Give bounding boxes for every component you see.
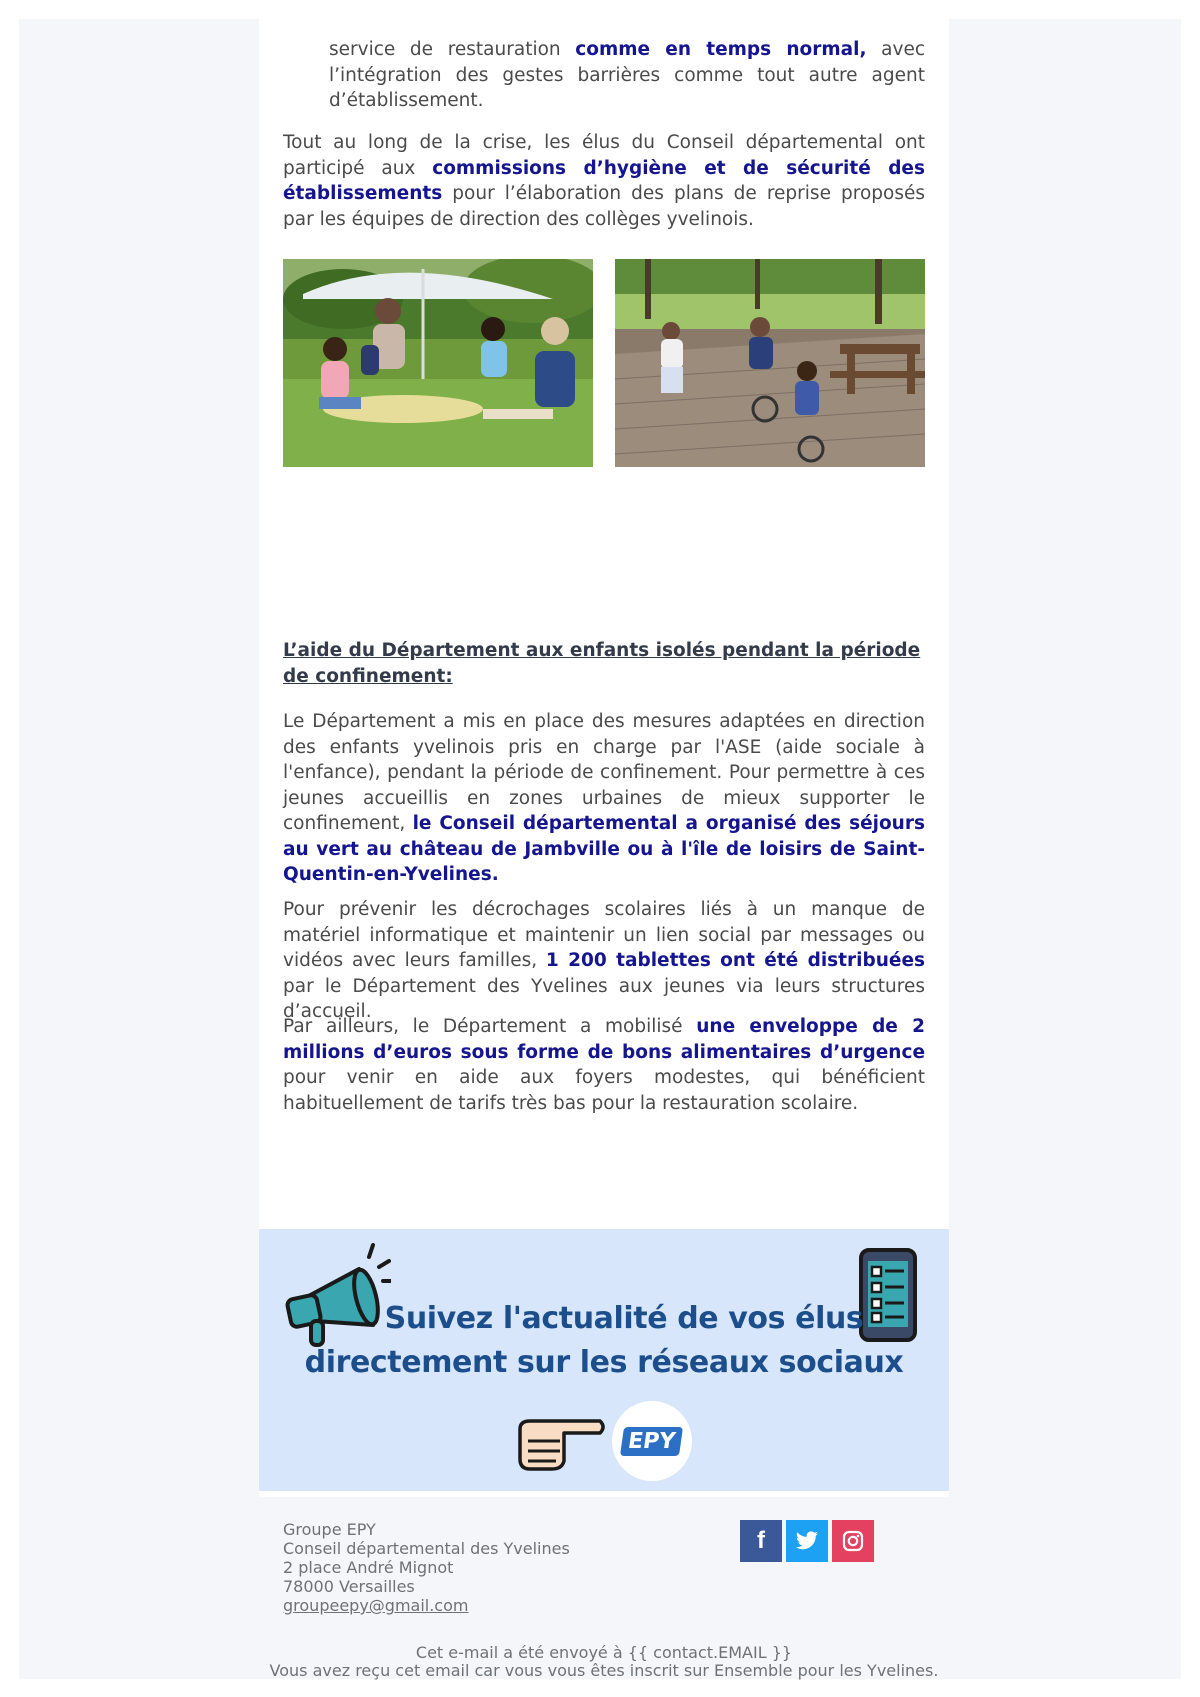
photo-bikes xyxy=(615,259,925,467)
pointing-hand-icon xyxy=(514,1411,606,1471)
instagram-icon[interactable] xyxy=(832,1520,874,1562)
paragraph-food-aid: Par ailleurs, le Département a mobilisé une enveloppe de 2 millions d’euros sous forme de bons alimentaires d’urgence pour venir en aide aux foyers modestes, qui bénéficient habituellement de tarifs très bas pour la restauration scolaire. xyxy=(283,1016,925,1114)
social-banner[interactable] xyxy=(259,1229,949,1491)
epy-logo[interactable] xyxy=(612,1401,692,1481)
facebook-icon[interactable]: f xyxy=(740,1520,782,1562)
bullet-text: service de restauration comme en temps normal, avec l’intégration des gestes barrières comme tout autre agent d’établissement. xyxy=(329,39,926,111)
banner-line-1: Suivez l'actualité de vos élus xyxy=(384,1301,864,1336)
paragraph-tablets-highlight: 1 200 tablettes ont été distribuées xyxy=(545,950,925,971)
paragraph-food-aid-highlight: une enveloppe de 2 millions d’euros sous forme de bons alimentaires d’urgence xyxy=(283,1016,925,1063)
intro-paragraph: Tout au long de la crise, les élus du Conseil départemental ont participé aux commissions d’hygiène et de sécurité des établissements pour l’élaboration des plans de reprise proposés par les équipes de direction des collèges yvelinois. xyxy=(283,132,925,230)
paragraph-tablets: Pour prévenir les décrochages scolaires liés à un manque de matériel informatique et maintenir un lien social par messages ou vidéos avec leurs familles, 1 200 tablettes ont été distribuées par le Département des Yvelines aux jeunes via leurs structures d’accueil. xyxy=(283,899,925,1022)
footer xyxy=(259,1497,949,1679)
paragraph-ase: Le Département a mis en place des mesures adaptées en direction des enfants yvelinois pris en charge par l'ASE (aide sociale à l'enfance), pendant la période de confinement. Pour permettre à ces jeunes accueillis en zones urbaines de mieux supporter le confinement, le Conseil départemental a organisé des séjours au vert au château de Jambville ou à l'île de loisirs de Saint-Quentin-en-Yvelines. xyxy=(283,711,925,885)
footer-city: 78000 Versailles xyxy=(283,1577,415,1596)
photo-picnic xyxy=(283,259,593,467)
email-body xyxy=(259,19,949,1679)
intro-highlight: commissions d’hygiène et de sécurité des établissements xyxy=(283,157,925,204)
email-background xyxy=(19,19,1181,1679)
footer-council: Conseil départemental des Yvelines xyxy=(283,1539,570,1558)
footer-sent-to: Cet e-mail a été envoyé à {{ contact.EMAIL }} xyxy=(415,1643,793,1662)
footer-street: 2 place André Mignot xyxy=(283,1558,454,1577)
footer-reason: Vous avez reçu cet email car vous vous êtes inscrit sur Ensemble pour les Yvelines. xyxy=(269,1661,939,1680)
banner-line-2: directement sur les réseaux sociaux xyxy=(304,1345,904,1380)
footer-org: Groupe EPY xyxy=(283,1520,376,1539)
section-heading: L’aide du Département aux enfants isolés pendant la période de confinement: xyxy=(283,640,921,687)
epy-logo-text: EPY xyxy=(620,1427,683,1456)
footer-address xyxy=(283,1520,570,1615)
paragraph-ase-highlight: le Conseil départemental a organisé des séjours au vert au château de Jambville ou à l'île de loisirs de Saint-Quentin-en-Yvelines. xyxy=(283,813,925,885)
bullet-highlight: comme en temps normal, xyxy=(575,39,867,60)
twitter-icon[interactable] xyxy=(786,1520,828,1562)
footer-email-link[interactable]: groupeepy@gmail.com xyxy=(283,1596,469,1615)
